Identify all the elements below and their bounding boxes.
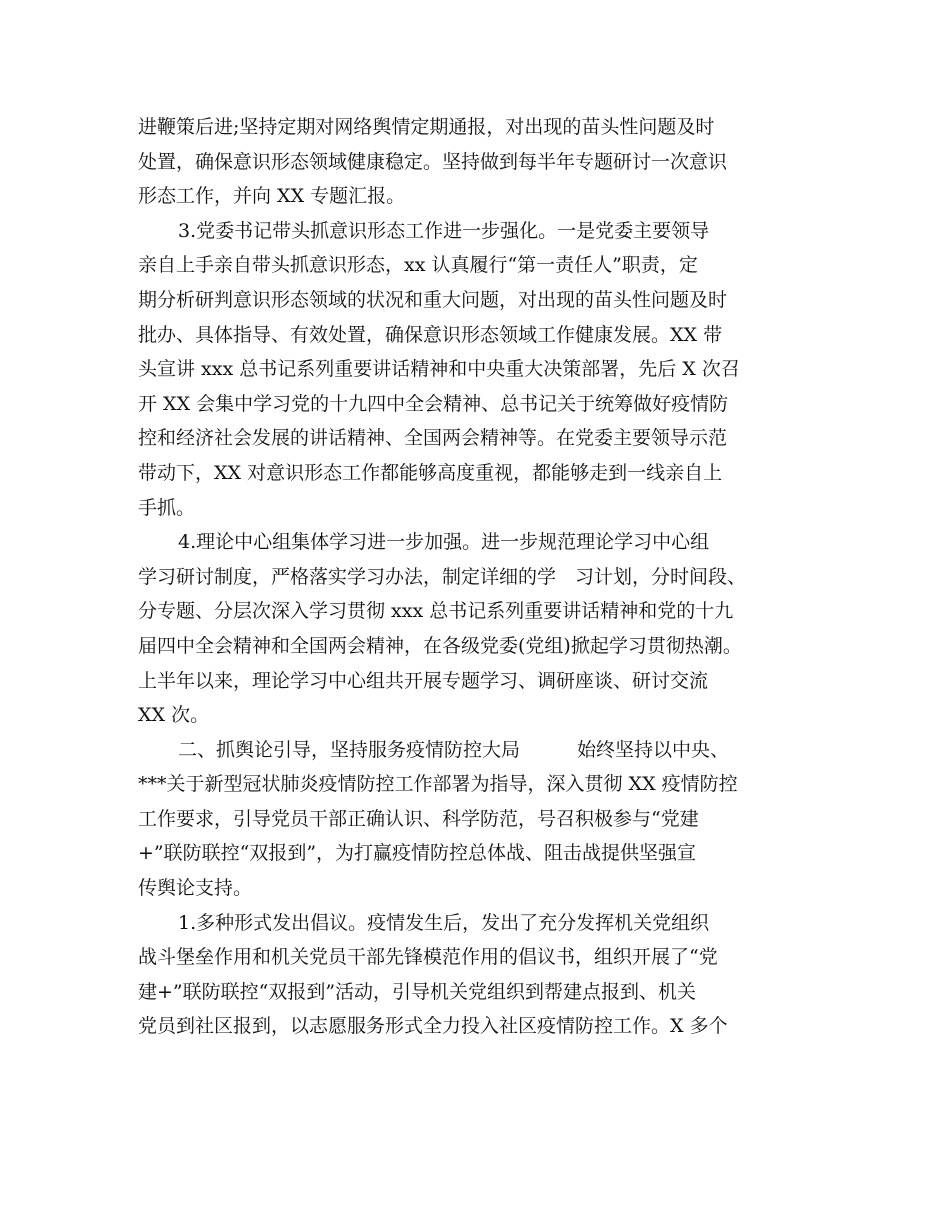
text-line: 1.多种形式发出倡议。疫情发生后，发出了充分发挥机关党组织 — [178, 911, 710, 934]
text-line: 工作要求，引导党员干部正确认识、科学防范，号召积极参与“党建 — [138, 807, 699, 830]
text-line: XX 次。 — [138, 704, 210, 727]
text-line: 头宣讲 xxx 总书记系列重要讲话精神和中央重大决策部署，先后 X 次召 — [138, 358, 740, 381]
document-body — [138, 110, 828, 1044]
text-line: 控和经济社会发展的讲话精神、全国两会精神等。在党委主要领导示范 — [138, 427, 728, 450]
paragraph — [138, 110, 828, 214]
paragraph — [138, 525, 828, 733]
text-line: 二、抓舆论引导，坚持服务疫情防控大局 始终坚持以中央、 — [178, 738, 730, 761]
text-line: 手抓。 — [138, 496, 196, 519]
paragraph — [138, 214, 828, 525]
text-line: 进鞭策后进;坚持定期对网络舆情定期通报，对出现的苗头性问题及时 — [138, 116, 715, 138]
text-line: 形态工作，并向 XX 专题汇报。 — [138, 185, 406, 208]
paragraph — [138, 906, 828, 1044]
text-line: 4.理论中心组集体学习进一步加强。进一步规范理论学习中心组 — [178, 531, 710, 554]
text-line: 分专题、分层次深入学习贯彻 xxx 总书记系列重要讲话精神和党的十九 — [138, 600, 734, 623]
text-line: 战斗堡垒作用和机关党员干部先锋模范作用的倡议书，组织开展了“党 — [138, 946, 718, 969]
text-line: ***关于新型冠状肺炎疫情防控工作部署为指导，深入贯彻 XX 疫情防控 — [138, 773, 738, 796]
text-line: 批办、具体指导、有效处置，确保意识形态领域工作健康发展。XX 带 — [138, 323, 723, 346]
paragraph — [138, 733, 828, 906]
text-line: 学习研讨制度，严格落实学习办法，制定详细的学 习计划，分时间段、 — [138, 565, 747, 588]
text-line: 传舆论支持。 — [138, 877, 253, 900]
text-line: 上半年以来，理论学习中心组共开展专题学习、调研座谈、研讨交流 — [138, 669, 709, 692]
text-line: 处置，确保意识形态领域健康稳定。坚持做到每半年专题研讨一次意识 — [138, 150, 728, 173]
text-line: 亲自上手亲自带头抓意识形态，xx 认真履行“第一责任人”职责，定 — [138, 254, 698, 277]
text-line: 期分析研判意识形态领域的状况和重大问题，对出现的苗头性问题及时 — [138, 288, 728, 311]
text-line: 党员到社区报到，以志愿服务形式全力投入社区疫情防控工作。X 多个 — [138, 1015, 728, 1038]
text-line: 届四中全会精神和全国两会精神，在各级党委(党组)掀起学习贯彻热潮。 — [138, 634, 742, 657]
text-line: +”联防联控“双报到”，为打赢疫情防控总体战、阻击战提供坚强宣 — [138, 842, 697, 865]
text-line: 3.党委书记带头抓意识形态工作进一步强化。一是党委主要领导 — [178, 219, 710, 242]
text-line: 带动下，XX 对意识形态工作都能够高度重视，都能够走到一线亲自上 — [138, 461, 723, 484]
text-line: 建+”联防联控“双报到”活动，引导机关党组织到帮建点报到、机关 — [138, 980, 697, 1003]
text-line: 开 XX 会集中学习党的十九四中全会精神、总书记关于统筹做好疫情防 — [138, 392, 729, 415]
